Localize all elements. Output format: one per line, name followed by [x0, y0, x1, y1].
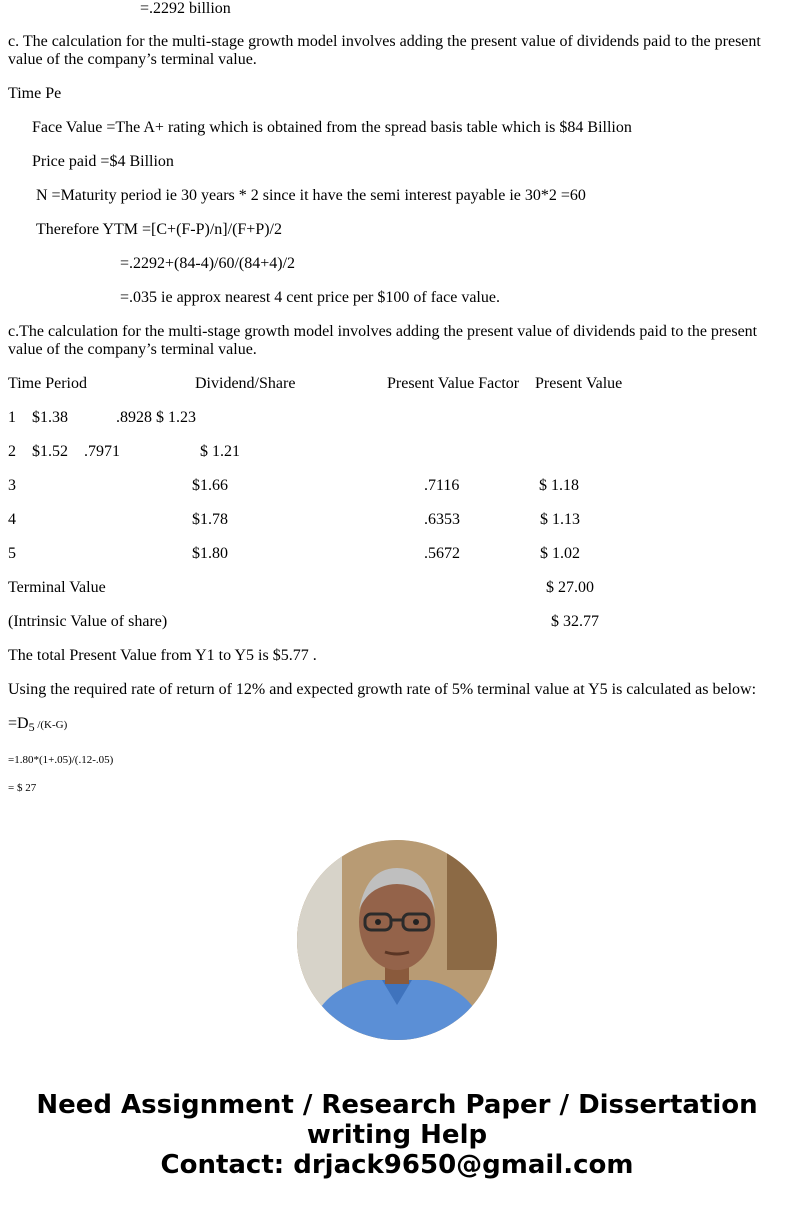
header-present-value: Present Value: [535, 375, 623, 392]
formula-rest: /(K-G): [34, 719, 68, 731]
footer-line-1: Need Assignment / Research Paper / Dissertation: [36, 1090, 758, 1120]
header-dividend-share: Dividend/Share: [195, 375, 296, 392]
header-time-period: Time Period: [8, 375, 87, 392]
terminal-text: Using the required rate of return of 12% and expected growth rate of 5% terminal value at Y5 is calculated as below:: [8, 681, 757, 698]
row-5-dividend: $1.80: [192, 545, 228, 562]
formula-lead: =D: [8, 715, 29, 732]
terminal-formula: [8, 715, 67, 736]
contact-banner: [0, 1090, 794, 1180]
maturity-line: N =Maturity period ie 30 years * 2 since it have the semi interest payable ie 30*2 =60: [36, 187, 586, 204]
row-3-dividend: $1.66: [192, 477, 228, 494]
intrinsic-value: $ 32.77: [551, 613, 599, 630]
footer-line-2: writing Help: [306, 1120, 488, 1150]
ytm-formula: Therefore YTM =[C+(F-P)/n]/(F+P)/2: [36, 221, 282, 238]
footer-contact: Contact: drjack9650@gmail.com: [160, 1150, 634, 1180]
terminal-value-label: Terminal Value: [8, 579, 106, 596]
header-pv-factor: Present Value Factor: [387, 375, 520, 392]
top-line: =.2292 billion: [140, 0, 231, 17]
intrinsic-value-label: (Intrinsic Value of share): [8, 613, 168, 630]
terminal-value: $ 27.00: [546, 579, 594, 596]
table-row: 1 $1.38 .8928 $ 1.23: [8, 409, 196, 426]
row-4-factor: .6353: [424, 511, 460, 528]
row-5-period: 5: [8, 545, 16, 562]
row-5-factor: .5672: [424, 545, 460, 562]
row-3-factor: .7116: [424, 477, 460, 494]
avatar-portrait: [297, 840, 497, 1040]
total-pv-line: The total Present Value from Y1 to Y5 is $5.77 .: [8, 647, 317, 664]
row-4-dividend: $1.78: [192, 511, 228, 528]
table-row: 2 $1.52 .7971 $ 1.21: [8, 443, 240, 460]
author-avatar: [297, 840, 497, 1040]
row-4-period: 4: [8, 511, 16, 528]
formula-subscript: 5: [28, 720, 35, 734]
row-3-pv: $ 1.18: [539, 477, 579, 494]
row-3-period: 3: [8, 477, 16, 494]
price-paid-line: Price paid =$4 Billion: [32, 153, 174, 170]
ytm-result: =.035 ie approx nearest 4 cent price per $100 of face value.: [120, 289, 500, 306]
time-pe-label: Time Pe: [8, 85, 62, 102]
ytm-calc: =.2292+(84-4)/60/(84+4)/2: [120, 255, 296, 272]
paragraph-c2: c.The calculation for the multi-stage growth model involves adding the present value of dividends paid to the present value of the company’s terminal value.: [8, 323, 758, 358]
row-4-pv: $ 1.13: [540, 511, 580, 528]
face-value-line: Face Value =The A+ rating which is obtained from the spread basis table which is $84 Billion: [32, 119, 632, 136]
paragraph-c1: c. The calculation for the multi-stage growth model involves adding the present value of dividends paid to the present value of the company’s terminal value.: [8, 33, 761, 68]
row-5-pv: $ 1.02: [540, 545, 580, 562]
result-line: = $ 27: [8, 782, 37, 794]
calc-line: =1.80*(1+.05)/(.12-.05): [8, 754, 114, 766]
